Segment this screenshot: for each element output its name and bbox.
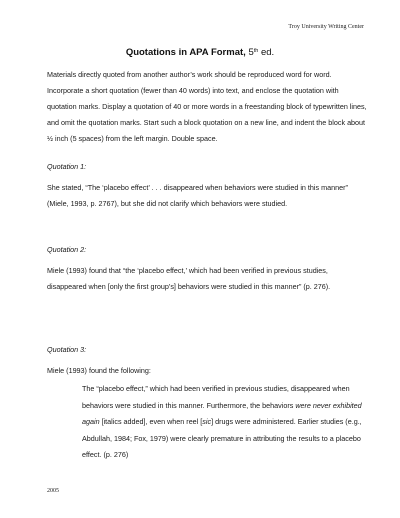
header-organization: Troy University Writing Center (288, 24, 364, 30)
quotation-2-text: Miele (1993) found that “the ‘placebo effect,’ which had been verified in previous studies, disappeared when [only the first group’s] behaviors were studied in this manner” (p. 276). (47, 266, 331, 291)
block-quotation (82, 381, 372, 464)
block-italic-1: were never exhibited again (82, 400, 362, 426)
block-text-1: The “placebo effect,” which had been verified in previous studies, disappeared when behaviors were studied in this manner. Furthermore, the behaviors (82, 384, 350, 410)
block-italic-sic: sic (202, 417, 212, 426)
page-title (0, 47, 400, 58)
title-edition: 5th ed. (248, 47, 275, 58)
intro-paragraph: Materials directly quoted from another author’s work should be reproduced word for word. Incorporate a short quotation (fewer than 40 words) into text, and enclose the quotation with quotation marks. Display a quotation of 40 or more words in a freestanding block of typewritten lines, and omit the quotation marks. Start such a block quotation on a new line, and indent the block about ½ inch (5 spaces) from the left margin. Double space. (47, 70, 367, 143)
block-text-3: ] drugs were administered. Earlier studies (e.g., Abdullah, 1984; Fox, 1979) were clearly premature in attributing the results to a placebo effect. (p. 276) (82, 417, 362, 459)
quotation-3-label: Quotation 3: (47, 345, 87, 354)
block-text-2: [italics added], even when reel [ (99, 417, 203, 426)
footer-year: 2005 (47, 488, 59, 494)
quotation-2-label: Quotation 2: (47, 245, 87, 254)
quotation-3-lead: Miele (1993) found the following: (47, 366, 151, 375)
quotation-1-label: Quotation 1: (47, 162, 87, 171)
title-main: Quotations in APA Format, (125, 47, 246, 58)
quotation-1-text: She stated, “The ‘placebo effect’ . . . disappeared when behaviors were studied in this manner” (Miele, 1993, p. 2767), but she did not clarify which behaviors were studied. (47, 183, 348, 208)
